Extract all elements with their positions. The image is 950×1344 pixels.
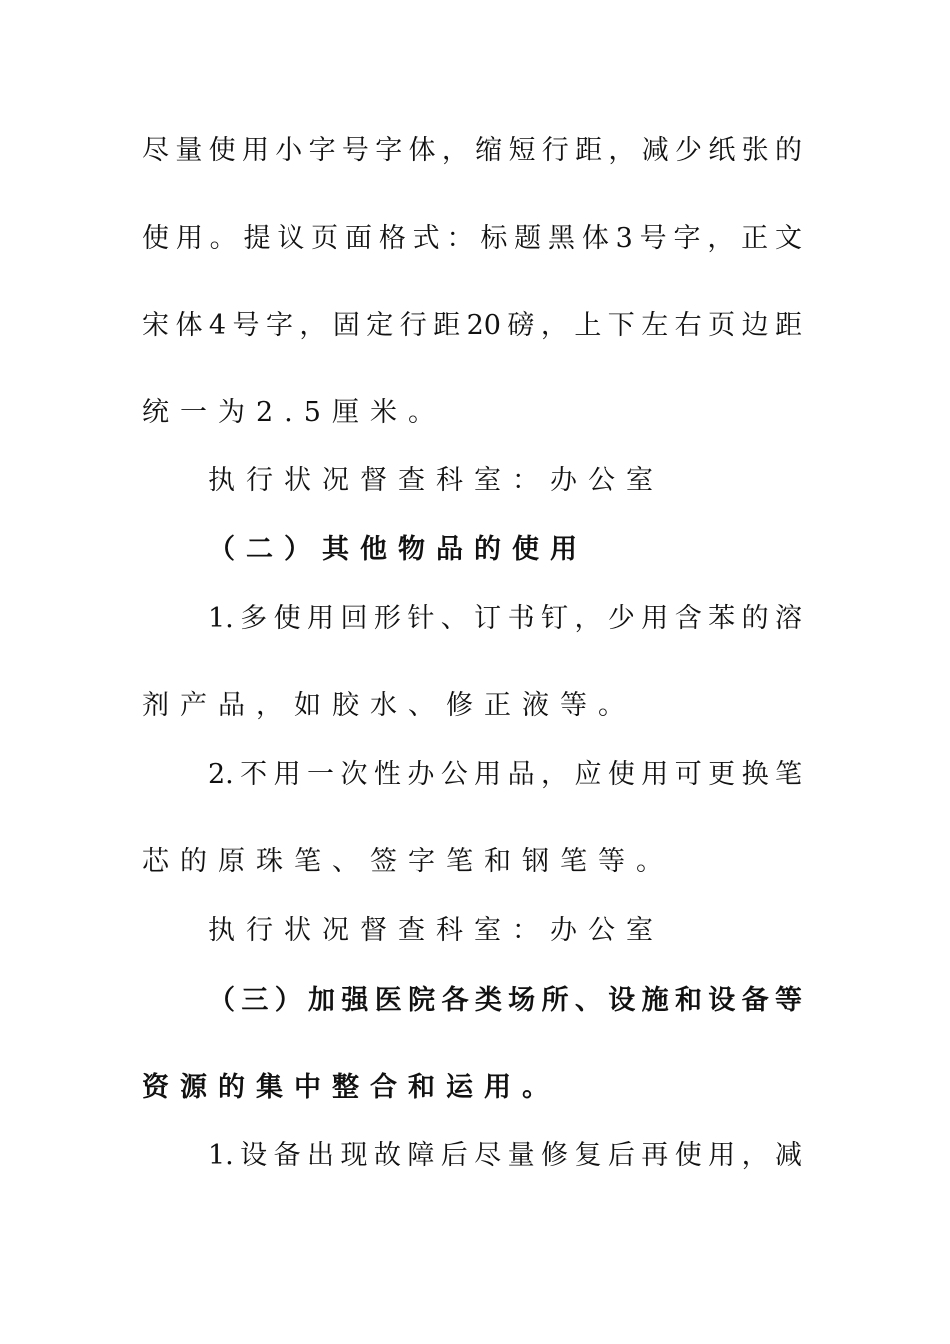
paragraph-line: 宋体4号字，固定行距20磅，上下左右页边距 [142, 310, 802, 341]
section-heading: （二）其他物品的使用 [208, 534, 588, 565]
section-heading: （三）加强医院各类场所、设施和设备等 [208, 985, 802, 1016]
paragraph-line: 使用。提议页面格式：标题黑体3号字，正文 [142, 223, 802, 254]
section-heading-continuation: 资源的集中整合和运用。 [142, 1072, 560, 1103]
paragraph-line: 芯的原珠笔、签字笔和钢笔等。 [142, 846, 674, 877]
paragraph-line: 1.设备出现故障后尽量修复后再使用，减 [208, 1140, 802, 1171]
paragraph-line: 尽量使用小字号字体，缩短行距，减少纸张的 [142, 135, 802, 166]
supervising-department-line: 执行状况督查科室：办公室 [208, 465, 664, 496]
paragraph-line: 统一为2.5厘米。 [142, 397, 446, 428]
paragraph-line: 1.多使用回形针、订书钉，少用含苯的溶 [208, 603, 802, 634]
paragraph-line: 剂产品，如胶水、修正液等。 [142, 690, 636, 721]
supervising-department-line: 执行状况督查科室：办公室 [208, 915, 664, 946]
paragraph-line: 2.不用一次性办公用品，应使用可更换笔 [208, 759, 802, 790]
